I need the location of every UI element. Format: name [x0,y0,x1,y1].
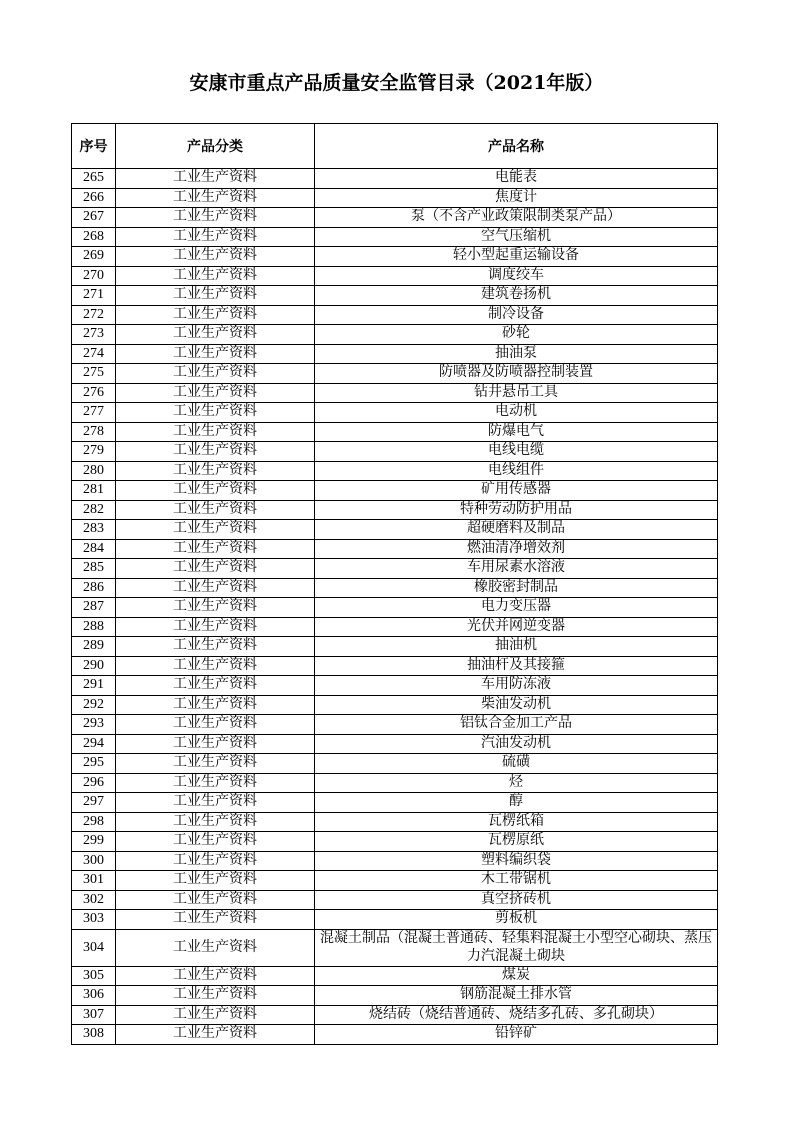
cell-category: 工业生产资料 [116,715,315,735]
cell-category: 工业生产资料 [116,986,315,1006]
cell-name: 砂轮 [315,325,718,345]
cell-index: 303 [72,910,116,930]
cell-category: 工业生产资料 [116,773,315,793]
cell-name: 车用防冻液 [315,676,718,696]
cell-index: 273 [72,325,116,345]
table-row [72,676,718,696]
table-row [72,1025,718,1045]
cell-index: 275 [72,364,116,384]
table-row [72,812,718,832]
cell-index: 289 [72,637,116,657]
cell-name: 铅锌矿 [315,1025,718,1045]
cell-name: 抽油杆及其接箍 [315,656,718,676]
cell-name: 钻井悬吊工具 [315,383,718,403]
cell-category: 工业生产资料 [116,734,315,754]
cell-category: 工业生产资料 [116,344,315,364]
cell-name: 剪板机 [315,910,718,930]
cell-category: 工业生产资料 [116,676,315,696]
cell-name: 泵（不含产业政策限制类泵产品） [315,208,718,228]
cell-index: 301 [72,871,116,891]
cell-index: 268 [72,227,116,247]
cell-name: 钢筋混凝土排水管 [315,986,718,1006]
cell-name: 瓦楞原纸 [315,832,718,852]
table-row [72,656,718,676]
cell-category: 工业生产资料 [116,364,315,384]
table-row [72,422,718,442]
cell-category: 工业生产资料 [116,578,315,598]
cell-index: 297 [72,793,116,813]
cell-index: 279 [72,442,116,462]
table-row [72,227,718,247]
cell-category: 工业生产资料 [116,403,315,423]
table-row [72,966,718,986]
cell-index: 284 [72,539,116,559]
cell-name: 抽油泵 [315,344,718,364]
cell-category: 工业生产资料 [116,188,315,208]
cell-category: 工业生产资料 [116,539,315,559]
header-index: 序号 [72,124,116,169]
table-row [72,403,718,423]
cell-index: 292 [72,695,116,715]
cell-index: 267 [72,208,116,228]
cell-name: 醇 [315,793,718,813]
cell-category: 工业生产资料 [116,966,315,986]
table-row [72,793,718,813]
table-row [72,598,718,618]
cell-name: 柴油发动机 [315,695,718,715]
page-title: 安康市重点产品质量安全监管目录（2021年版） [189,72,604,94]
cell-name: 混凝土制品（混凝土普通砖、轻集料混凝土小型空心砌块、蒸压力汽混凝土砌块 [315,929,718,966]
cell-index: 299 [72,832,116,852]
cell-index: 295 [72,754,116,774]
table-row [72,578,718,598]
cell-name: 瓦楞纸箱 [315,812,718,832]
cell-index: 271 [72,286,116,306]
table-row [72,344,718,364]
cell-name: 空气压缩机 [315,227,718,247]
table-row [72,695,718,715]
cell-name: 汽油发动机 [315,734,718,754]
cell-category: 工业生产资料 [116,325,315,345]
cell-category: 工业生产资料 [116,656,315,676]
cell-category: 工业生产资料 [116,871,315,891]
cell-category: 工业生产资料 [116,793,315,813]
table-body [72,169,718,1045]
cell-name: 烃 [315,773,718,793]
cell-category: 工业生产资料 [116,286,315,306]
table-row [72,383,718,403]
cell-name: 防喷器及防喷器控制装置 [315,364,718,384]
cell-index: 287 [72,598,116,618]
table-row [72,481,718,501]
cell-index: 290 [72,656,116,676]
cell-index: 288 [72,617,116,637]
table-row [72,208,718,228]
table-row [72,247,718,267]
cell-index: 304 [72,929,116,966]
cell-name: 电线组件 [315,461,718,481]
cell-name: 铝钛合金加工产品 [315,715,718,735]
cell-index: 274 [72,344,116,364]
cell-category: 工业生产资料 [116,305,315,325]
cell-index: 269 [72,247,116,267]
cell-name: 抽油机 [315,637,718,657]
cell-name: 真空挤砖机 [315,890,718,910]
cell-category: 工业生产资料 [116,461,315,481]
header-category: 产品分类 [116,124,315,169]
cell-category: 工业生产资料 [116,695,315,715]
cell-category: 工业生产资料 [116,1025,315,1045]
cell-category: 工业生产资料 [116,832,315,852]
cell-index: 306 [72,986,116,1006]
cell-index: 272 [72,305,116,325]
table-row [72,734,718,754]
cell-category: 工业生产资料 [116,481,315,501]
cell-name: 电力变压器 [315,598,718,618]
cell-category: 工业生产资料 [116,383,315,403]
header-name: 产品名称 [315,124,718,169]
cell-name: 调度绞车 [315,266,718,286]
cell-index: 270 [72,266,116,286]
table-row [72,715,718,735]
table-row [72,305,718,325]
cell-name: 建筑卷扬机 [315,286,718,306]
table-row [72,637,718,657]
cell-index: 282 [72,500,116,520]
table-row [72,520,718,540]
table-row [72,890,718,910]
cell-category: 工业生产资料 [116,169,315,189]
table-row [72,539,718,559]
cell-name: 超硬磨料及制品 [315,520,718,540]
cell-index: 307 [72,1005,116,1025]
cell-name: 制冷设备 [315,305,718,325]
cell-category: 工业生产资料 [116,910,315,930]
cell-category: 工业生产资料 [116,266,315,286]
table-row [72,773,718,793]
cell-name: 塑料编织袋 [315,851,718,871]
cell-index: 281 [72,481,116,501]
cell-index: 265 [72,169,116,189]
table-row [72,169,718,189]
table-row [72,929,718,966]
cell-index: 280 [72,461,116,481]
cell-name: 矿用传感器 [315,481,718,501]
table-row [72,832,718,852]
cell-category: 工业生产资料 [116,812,315,832]
cell-index: 298 [72,812,116,832]
cell-name: 电线电缆 [315,442,718,462]
product-catalog-table [71,123,718,1045]
cell-name: 木工带锯机 [315,871,718,891]
cell-name: 煤炭 [315,966,718,986]
cell-category: 工业生产资料 [116,520,315,540]
table-row [72,364,718,384]
table-row [72,266,718,286]
cell-name: 橡胶密封制品 [315,578,718,598]
cell-category: 工业生产资料 [116,500,315,520]
cell-category: 工业生产资料 [116,1005,315,1025]
cell-index: 285 [72,559,116,579]
cell-name: 轻小型起重运输设备 [315,247,718,267]
cell-category: 工业生产资料 [116,754,315,774]
cell-category: 工业生产资料 [116,929,315,966]
cell-index: 277 [72,403,116,423]
cell-category: 工业生产资料 [116,247,315,267]
cell-category: 工业生产资料 [116,422,315,442]
cell-name: 硫磺 [315,754,718,774]
cell-name: 电能表 [315,169,718,189]
cell-category: 工业生产资料 [116,208,315,228]
table-row [72,188,718,208]
cell-index: 305 [72,966,116,986]
table-row [72,286,718,306]
cell-category: 工业生产资料 [116,559,315,579]
table-row [72,461,718,481]
cell-index: 308 [72,1025,116,1045]
cell-index: 266 [72,188,116,208]
table-row [72,910,718,930]
cell-name: 焦度计 [315,188,718,208]
table-row [72,500,718,520]
table-row [72,325,718,345]
cell-index: 302 [72,890,116,910]
cell-index: 283 [72,520,116,540]
cell-name: 燃油清净增效剂 [315,539,718,559]
cell-name: 特种劳动防护用品 [315,500,718,520]
table-row [72,1005,718,1025]
cell-category: 工业生产资料 [116,227,315,247]
cell-category: 工业生产资料 [116,598,315,618]
cell-index: 278 [72,422,116,442]
table-row [72,871,718,891]
table-row [72,442,718,462]
cell-category: 工业生产资料 [116,442,315,462]
cell-name: 电动机 [315,403,718,423]
table-row [72,617,718,637]
table-row [72,559,718,579]
cell-name: 光伏并网逆变器 [315,617,718,637]
cell-category: 工业生产资料 [116,637,315,657]
cell-category: 工业生产资料 [116,851,315,871]
cell-name: 车用尿素水溶液 [315,559,718,579]
table-header-row [72,124,718,169]
cell-category: 工业生产资料 [116,617,315,637]
table-row [72,851,718,871]
cell-index: 286 [72,578,116,598]
cell-index: 294 [72,734,116,754]
cell-category: 工业生产资料 [116,890,315,910]
table-row [72,754,718,774]
cell-name: 防爆电气 [315,422,718,442]
cell-index: 300 [72,851,116,871]
cell-index: 293 [72,715,116,735]
cell-index: 291 [72,676,116,696]
table-row [72,986,718,1006]
cell-index: 296 [72,773,116,793]
cell-index: 276 [72,383,116,403]
cell-name: 烧结砖（烧结普通砖、烧结多孔砖、多孔砌块） [315,1005,718,1025]
